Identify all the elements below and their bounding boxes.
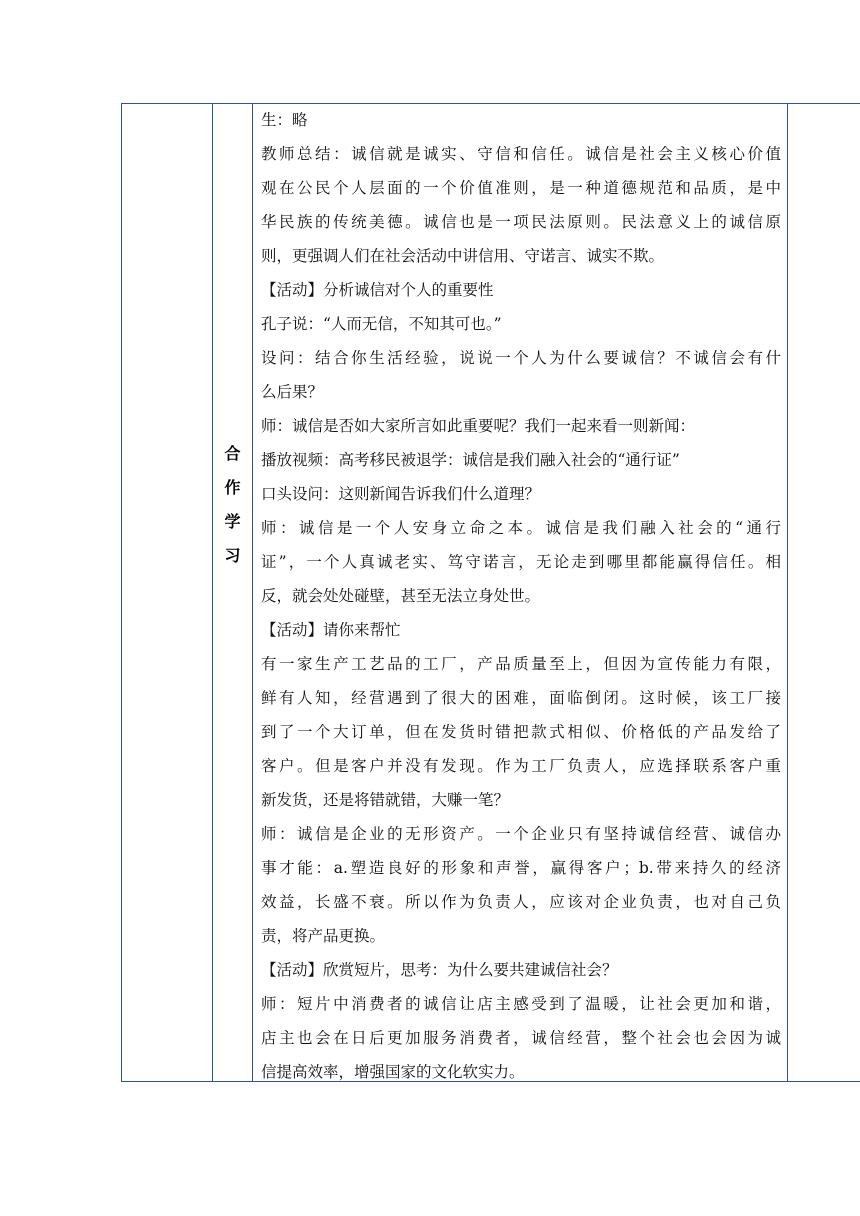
content-line: 责，将产品更换。 (261, 927, 386, 945)
section-label-char: 合 (224, 444, 241, 463)
content-line: 客户。但是客户并没有发现。作为工厂负责人，应选择联系客户重 (261, 757, 781, 775)
content-line: 口头设问：这则新闻告诉我们什么道理？ (261, 485, 541, 503)
content-line: 师：诚信是企业的无形资产。一个企业只有坚持诚信经营、诚信办 (261, 825, 781, 843)
content-line: 效益，长盛不衰。所以作为负责人，应该对企业负责，也对自己负 (261, 893, 781, 911)
content-line: 新发货，还是将错就错，大赚一笔？ (261, 791, 510, 809)
section-label-cooperative-learning (213, 437, 252, 573)
content-line: 华民族的传统美德。诚信也是一项民法原则。民法意义上的诚信原 (261, 213, 781, 231)
section-label-char: 学 (224, 512, 241, 531)
activity-heading: 【活动】分析诚信对个人的重要性 (261, 281, 494, 299)
content-line: 反，就会处处碰壁，甚至无法立身处世。 (261, 587, 541, 605)
content-line: 教师总结：诚信就是诚实、守信和信任。诚信是社会主义核心价值 (261, 145, 781, 163)
content-line: 生：略 (261, 111, 308, 129)
table-col-border-4 (787, 103, 788, 1082)
content-line: 师：诚信是否如大家所言如此重要呢？我们一起来看一则新闻： (261, 417, 696, 435)
lesson-content-cell (261, 103, 781, 1089)
content-line: 证”，一个人真诚老实、笃守诺言，无论走到哪里都能赢得信任。相 (261, 553, 781, 571)
table-col-border-1 (121, 103, 122, 1082)
content-line: 有一家生产工艺品的工厂，产品质量至上，但因为宣传能力有限， (261, 655, 781, 673)
content-line: 师：诚信是一个人安身立命之本。诚信是我们融入社会的“通行 (261, 519, 781, 537)
content-line: 到了一个大订单，但在发货时错把款式相似、价格低的产品发给了 (261, 723, 781, 741)
content-line: 信提高效率，增强国家的文化软实力。 (261, 1063, 525, 1081)
content-line: 店主也会在日后更加服务消费者，诚信经营，整个社会也会因为诚 (261, 1029, 781, 1047)
content-line: 观在公民个人层面的一个价值准则，是一种道德规范和品质，是中 (261, 179, 781, 197)
table-col-border-3 (252, 103, 253, 1082)
content-line: 孔子说：“人而无信，不知其可也。” (261, 315, 502, 333)
content-line: 则，更强调人们在社会活动中讲信用、守诺言、诚实不欺。 (261, 247, 665, 265)
section-label-char: 习 (224, 546, 241, 565)
content-line: 师：短片中消费者的诚信让店主感受到了温暖，让社会更加和谐， (261, 995, 781, 1013)
content-line: 事才能：a.塑造良好的形象和声誉，赢得客户；b.带来持久的经济 (261, 859, 781, 877)
section-label-char: 作 (224, 478, 241, 497)
activity-heading: 【活动】欣赏短片，思考：为什么要共建诚信社会？ (261, 961, 618, 979)
content-line: 么后果？ (261, 383, 324, 401)
table-col-border-2 (212, 103, 213, 1082)
content-line: 播放视频：高考移民被退学：诚信是我们融入社会的“通行证” (261, 451, 680, 469)
content-line: 鲜有人知，经营遇到了很大的困难，面临倒闭。这时候，该工厂接 (261, 689, 781, 707)
activity-heading: 【活动】请你来帮忙 (261, 621, 401, 639)
content-line: 设问：结合你生活经验，说说一个人为什么要诚信？不诚信会有什 (261, 349, 781, 367)
